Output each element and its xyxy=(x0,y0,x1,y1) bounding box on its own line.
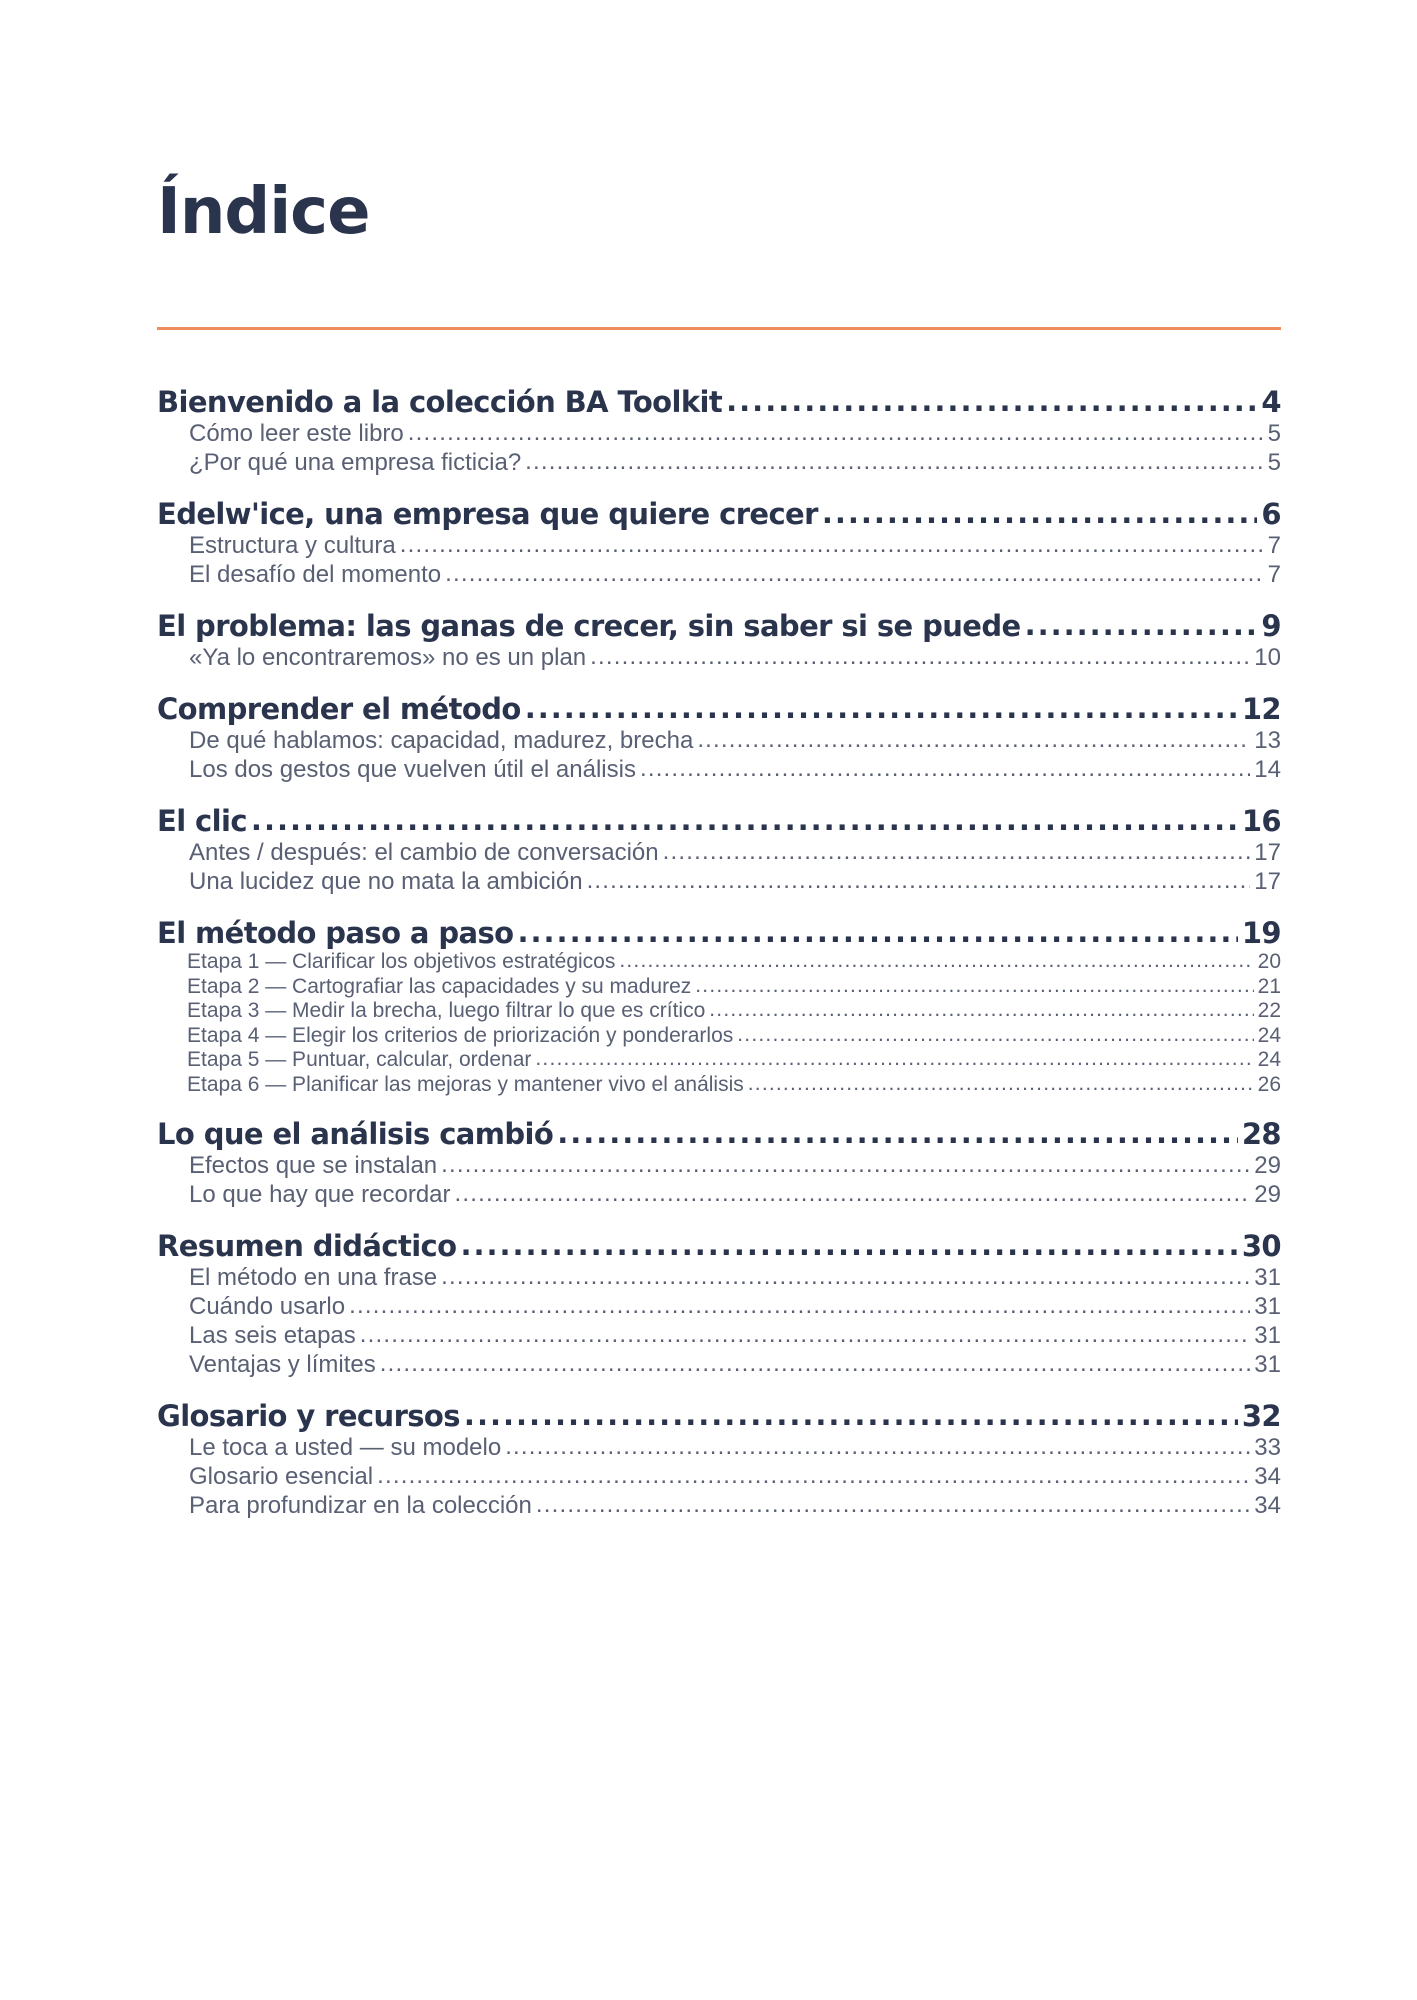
toc-chapter-entry[interactable] xyxy=(157,1117,1281,1151)
toc-subsection-entry[interactable] xyxy=(157,726,1281,755)
toc-subsection-entry[interactable] xyxy=(157,950,1281,975)
toc-subsection-title: Las seis etapas xyxy=(189,1322,356,1349)
toc-chapter-title: El método paso a paso xyxy=(157,916,514,950)
dot-leader xyxy=(697,725,1250,754)
toc-subsection-page: 24 xyxy=(1257,1023,1281,1047)
toc-subsection-entry[interactable] xyxy=(157,1263,1281,1292)
dot-leader xyxy=(525,447,1263,476)
toc-subsection-entry[interactable] xyxy=(157,448,1281,477)
toc-subsection-title: Los dos gestos que vuelven útil el análisis xyxy=(189,756,636,783)
dot-leader xyxy=(640,754,1250,783)
dot-leader xyxy=(535,1047,1253,1072)
toc-subsection-page: 31 xyxy=(1254,1293,1281,1320)
dot-leader xyxy=(587,866,1251,895)
toc-subsection-entry[interactable] xyxy=(157,1073,1281,1098)
toc-subsection-page: 7 xyxy=(1267,532,1281,559)
toc-subsection-title: Cuándo usarlo xyxy=(189,1293,346,1320)
toc-subsection-title: El desafío del momento xyxy=(189,561,442,588)
dot-leader xyxy=(441,1150,1250,1179)
dot-leader xyxy=(536,1490,1250,1519)
toc-subsection-page: 34 xyxy=(1254,1463,1281,1490)
toc-subsection-page: 20 xyxy=(1257,950,1281,973)
toc-chapter-title: Bienvenido a la colección BA Toolkit xyxy=(157,385,723,419)
toc-subsection-page: 13 xyxy=(1254,727,1281,754)
toc-chapter-page: 6 xyxy=(1261,497,1281,531)
toc-subsection-title: El método en una frase xyxy=(189,1264,438,1291)
toc-subsection-title: Antes / después: el cambio de conversación xyxy=(189,839,659,866)
toc-subsection-title: Una lucidez que no mata la ambición xyxy=(189,868,583,895)
dot-leader xyxy=(557,1116,1238,1150)
dot-leader xyxy=(441,1262,1250,1291)
toc-subsection-page: 31 xyxy=(1254,1322,1281,1349)
toc-subsection-entry[interactable] xyxy=(157,419,1281,448)
toc-subsection-entry[interactable] xyxy=(157,867,1281,896)
toc-subsection-title: Estructura y cultura xyxy=(189,532,396,559)
dot-leader xyxy=(518,915,1238,949)
title-divider xyxy=(157,327,1281,330)
toc-section xyxy=(157,497,1281,589)
dot-leader xyxy=(445,559,1264,588)
dot-leader xyxy=(748,1072,1254,1097)
toc-subsection-page: 29 xyxy=(1254,1181,1281,1208)
toc-subsection-page: 14 xyxy=(1254,756,1281,783)
dot-leader xyxy=(737,1023,1253,1048)
dot-leader xyxy=(455,1179,1251,1208)
toc-chapter-entry[interactable] xyxy=(157,804,1281,838)
toc-subsection-title: Lo que hay que recordar xyxy=(189,1181,451,1208)
toc-subsection-title: Etapa 6 — Planificar las mejoras y mantener vivo el análisis xyxy=(187,1072,744,1096)
toc-subsection-entry[interactable] xyxy=(157,1292,1281,1321)
table-of-contents xyxy=(157,385,1281,1540)
toc-chapter-title: El problema: las ganas de crecer, sin saber si se puede xyxy=(157,609,1021,643)
toc-subsection-title: ¿Por qué una empresa ficticia? xyxy=(189,449,522,476)
toc-chapter-page: 4 xyxy=(1261,385,1281,419)
toc-subsection-entry[interactable] xyxy=(157,1433,1281,1462)
toc-section xyxy=(157,916,1281,1097)
toc-subsection-entry[interactable] xyxy=(157,1024,1281,1049)
toc-chapter-entry[interactable] xyxy=(157,692,1281,726)
toc-section xyxy=(157,1229,1281,1379)
toc-subsection-entry[interactable] xyxy=(157,838,1281,867)
toc-subsection-title: Para profundizar en la colección xyxy=(189,1492,532,1519)
toc-subsection-page: 29 xyxy=(1254,1152,1281,1179)
toc-subsection-page: 17 xyxy=(1254,839,1281,866)
dot-leader xyxy=(408,418,1264,447)
toc-subsection-entry[interactable] xyxy=(157,1048,1281,1073)
dot-leader xyxy=(709,998,1253,1023)
dot-leader xyxy=(380,1349,1251,1378)
toc-subsection-title: Etapa 2 — Cartografiar las capacidades y su madurez xyxy=(187,974,692,998)
toc-subsection-page: 5 xyxy=(1267,420,1281,447)
toc-subsection-entry[interactable] xyxy=(157,1321,1281,1350)
toc-chapter-page: 28 xyxy=(1241,1117,1281,1151)
dot-leader xyxy=(360,1320,1251,1349)
toc-subsection-title: Cómo leer este libro xyxy=(189,420,404,447)
dot-leader xyxy=(505,1432,1250,1461)
toc-subsection-entry[interactable] xyxy=(157,531,1281,560)
toc-chapter-page: 12 xyxy=(1241,692,1281,726)
toc-chapter-page: 30 xyxy=(1241,1229,1281,1263)
toc-subsection-page: 17 xyxy=(1254,868,1281,895)
toc-chapter-title: Lo que el análisis cambió xyxy=(157,1117,554,1151)
toc-section xyxy=(157,1399,1281,1520)
toc-subsection-page: 21 xyxy=(1257,974,1281,998)
toc-subsection-entry[interactable] xyxy=(157,1151,1281,1180)
toc-subsection-title: Etapa 1 — Clarificar los objetivos estratégicos xyxy=(187,950,616,973)
dot-leader xyxy=(464,1398,1238,1432)
dot-leader xyxy=(460,1228,1237,1262)
toc-subsection-title: «Ya lo encontraremos» no es un plan xyxy=(189,644,587,671)
toc-subsection-entry[interactable] xyxy=(157,1491,1281,1520)
toc-subsection-title: Efectos que se instalan xyxy=(189,1152,438,1179)
toc-section xyxy=(157,609,1281,672)
toc-chapter-title: Glosario y recursos xyxy=(157,1399,460,1433)
toc-subsection-page: 26 xyxy=(1257,1072,1281,1096)
toc-section xyxy=(157,1117,1281,1209)
dot-leader xyxy=(590,642,1250,671)
toc-chapter-page: 19 xyxy=(1241,916,1281,950)
toc-subsection-title: Etapa 3 — Medir la brecha, luego filtrar lo que es crítico xyxy=(187,999,706,1022)
toc-section xyxy=(157,804,1281,896)
toc-subsection-page: 22 xyxy=(1257,999,1281,1022)
toc-subsection-page: 31 xyxy=(1254,1264,1281,1291)
toc-chapter-page: 9 xyxy=(1261,609,1281,643)
toc-subsection-page: 7 xyxy=(1267,561,1281,588)
toc-subsection-page: 24 xyxy=(1257,1048,1281,1071)
toc-subsection-entry[interactable] xyxy=(157,560,1281,589)
toc-section xyxy=(157,385,1281,477)
dot-leader xyxy=(525,691,1238,725)
dot-leader xyxy=(726,384,1257,418)
toc-subsection-entry[interactable] xyxy=(157,1462,1281,1491)
dot-leader xyxy=(1025,608,1258,642)
toc-subsection-title: Glosario esencial xyxy=(189,1463,374,1490)
dot-leader xyxy=(619,949,1253,974)
toc-subsection-entry[interactable] xyxy=(157,1350,1281,1379)
toc-section xyxy=(157,692,1281,784)
toc-subsection-page: 10 xyxy=(1254,644,1281,671)
toc-chapter-title: Edelw'ice, una empresa que quiere crecer xyxy=(157,497,818,531)
toc-subsection-title: Le toca a usted — su modelo xyxy=(189,1434,502,1461)
toc-subsection-title: Etapa 5 — Puntuar, calcular, ordenar xyxy=(187,1048,532,1071)
dot-leader xyxy=(663,837,1251,866)
toc-subsection-page: 31 xyxy=(1254,1351,1281,1378)
toc-subsection-entry[interactable] xyxy=(157,1180,1281,1209)
page-title: Índice xyxy=(157,175,370,249)
toc-chapter-page: 16 xyxy=(1241,804,1281,838)
toc-chapter-entry[interactable] xyxy=(157,609,1281,643)
toc-subsection-title: Etapa 4 — Elegir los criterios de priorización y ponderarlos xyxy=(187,1023,734,1047)
toc-subsection-page: 34 xyxy=(1254,1492,1281,1519)
dot-leader xyxy=(822,496,1258,530)
toc-chapter-entry[interactable] xyxy=(157,497,1281,531)
toc-chapter-entry[interactable] xyxy=(157,916,1281,950)
toc-subsection-title: De qué hablamos: capacidad, madurez, brecha xyxy=(189,727,694,754)
toc-subsection-entry[interactable] xyxy=(157,999,1281,1024)
toc-subsection-page: 33 xyxy=(1254,1434,1281,1461)
toc-subsection-title: Ventajas y límites xyxy=(189,1351,376,1378)
dot-leader xyxy=(400,530,1264,559)
dot-leader xyxy=(349,1291,1250,1320)
toc-chapter-title: Comprender el método xyxy=(157,692,521,726)
toc-chapter-title: El clic xyxy=(157,804,247,838)
toc-chapter-entry[interactable] xyxy=(157,385,1281,419)
toc-chapter-entry[interactable] xyxy=(157,1229,1281,1263)
dot-leader xyxy=(251,803,1238,837)
toc-subsection-page: 5 xyxy=(1267,449,1281,476)
toc-subsection-entry[interactable] xyxy=(157,643,1281,672)
toc-chapter-entry[interactable] xyxy=(157,1399,1281,1433)
dot-leader xyxy=(377,1461,1250,1490)
toc-chapter-page: 32 xyxy=(1241,1399,1281,1433)
toc-subsection-entry[interactable] xyxy=(157,975,1281,1000)
toc-chapter-title: Resumen didáctico xyxy=(157,1229,457,1263)
dot-leader xyxy=(695,974,1253,999)
toc-subsection-entry[interactable] xyxy=(157,755,1281,784)
